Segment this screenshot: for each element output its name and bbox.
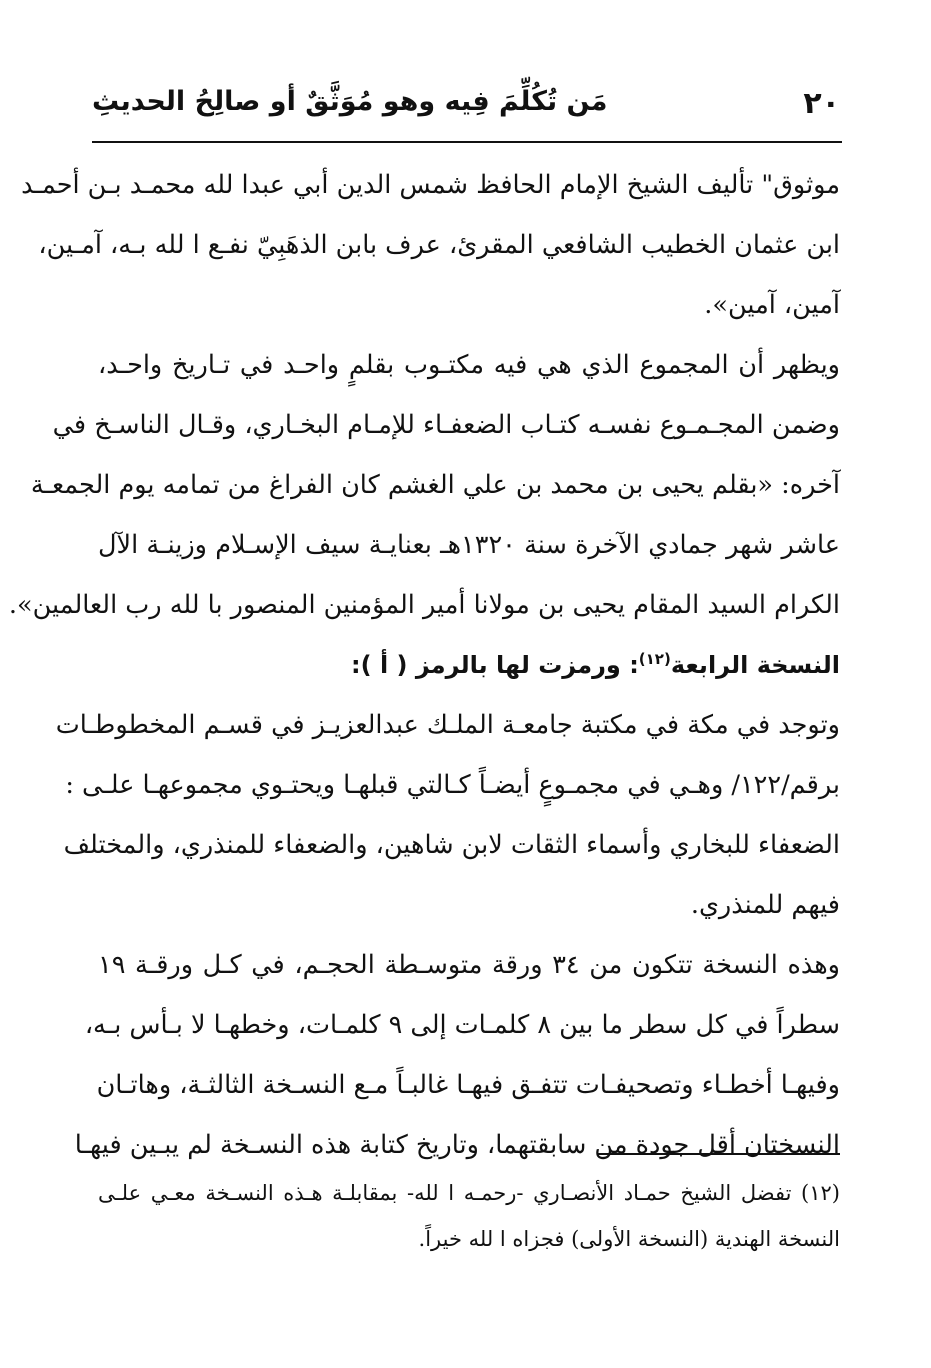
text-line: آخره: «بقلم يحيى بن محمد بن علي الغشم كان الفراغ من تمامه يوم الجمعـة <box>30 470 840 500</box>
footnote-reference: (١٢) <box>638 650 671 668</box>
heading-rest: : ورمزت لها بالرمز ( أ ): <box>351 651 639 679</box>
footnote-divider <box>598 1153 840 1155</box>
text-line: الكرام السيد المقام يحيى بن مولانا أمير المؤمنين المنصور با لله رب العالمين». <box>8 590 840 620</box>
text-line: عاشر شهر جمادي الآخرة سنة ١٣٢٠هـ بعنايـة سيف الإسـلام وزينـة الآل <box>98 530 840 560</box>
text-line: سطراً في كل سطر ما بين ٨ كلمـات إلى ٩ كلمـات، وخطهـا لا بـأس بـه، <box>84 1010 840 1040</box>
text-line: ويظهر أن المجموع الذي هي فيه مكتـوب بقلمٍ واحـد في تـاريخ واحـد، <box>98 350 840 380</box>
text-line: وهذه النسخة تتكون من ٣٤ ورقة متوسـطة الحجـم، في كـل ورقـة ١٩ <box>98 950 840 980</box>
footnotes <box>98 1170 840 1262</box>
text-line: وتوجد في مكة في مكتبة جامعـة الملـك عبدالعزيـز في قسـم المخطوطـات <box>55 710 840 740</box>
text-line: فيهم للمنذري. <box>690 890 840 920</box>
text-line: وفيهـا أخطـاء وتصحيفـات تتفـق فيهـا غالبـاً مـع النسـخة الثالثـة، وهاتـان <box>96 1070 840 1100</box>
text-line: النسختان أقل جودة من سابقتهما، وتاريخ كتابة هذه النسـخة لم يبـين فيهـا <box>74 1130 840 1160</box>
header-divider <box>92 141 842 143</box>
section-heading <box>98 635 840 695</box>
text-line: ابن عثمان الخطيب الشافعي المقرئ، عرف بابن الذهَبِيّ نفـع ا لله بـه، آمـين، <box>38 230 840 260</box>
footnote-line: النسخة الهندية (النسخة الأولى) فجزاه ا لله خيراً. <box>418 1227 840 1251</box>
page-number: ٢٠ <box>803 86 840 121</box>
heading-title: النسخة الرابعة <box>670 651 840 679</box>
text-line: موثوق" تأليف الشيخ الإمام الحافظ شمس الدين أبي عبدا لله محمـد بـن أحمـد <box>21 170 840 200</box>
body-text <box>8 155 840 1175</box>
footnote-line: (١٢) تفضل الشيخ حمـاد الأنصـاري -رحمـه ا لله- بمقابلـة هـذه النسـخة معـي علـى <box>98 1181 840 1205</box>
running-title: مَن تُكُلِّمَ فِيه وهو مُوَثَّقٌ أو صالِحُ الحديثِ <box>92 86 608 117</box>
text-line: آمين، آمين». <box>704 290 840 320</box>
text-line: الضعفاء للبخاري وأسماء الثقات لابن شاهين، والضعفاء للمنذري، والمختلف <box>63 830 840 860</box>
page-header <box>92 78 840 134</box>
text-line: برقم/١٢٢/ وهـي في مجمـوعٍ أيضـاً كـالتي قبلهـا ويحتـوي مجموعهـا علـى : <box>65 770 840 800</box>
text-line: وضمن المجـمـوع نفسـه كتـاب الضعفـاء للإمـام البخـاري، وقـال الناسـخ في <box>52 410 840 440</box>
